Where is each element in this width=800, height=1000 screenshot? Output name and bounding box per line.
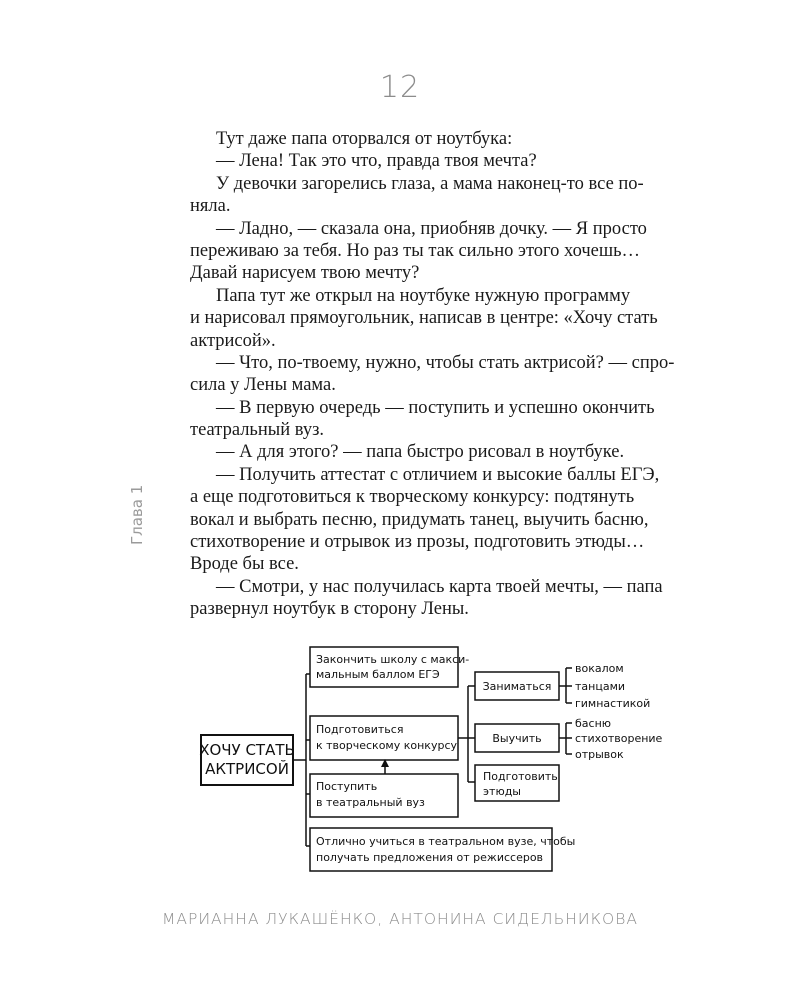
text-line: актрисой». [190, 330, 276, 351]
learn-item: басню [575, 717, 612, 730]
school-text-2: мальным баллом ЕГЭ [316, 668, 440, 681]
text-line: — Ладно, — сказала она, приобняв дочку. — Я просто [216, 218, 647, 239]
text-line: — Смотри, у нас получилась карта твоей мечты, — папа [216, 576, 663, 597]
text-line: развернул ноутбук в сторону Лены. [190, 599, 469, 620]
school-text-1: Закончить школу с макси- [316, 653, 470, 666]
text-line: — А для этого? — папа быстро рисовал в ноутбуке. [216, 442, 625, 463]
text-line: стихотворение и отрывок из прозы, подготовить этюды… [190, 532, 645, 553]
page-number: 12 [379, 70, 421, 105]
text-line: — Лена! Так это что, правда твоя мечта? [216, 151, 537, 172]
prepare-text-2: к творческому конкурсу [316, 739, 457, 752]
practice-item: вокалом [575, 662, 624, 675]
learn-item: отрывок [575, 748, 624, 761]
root-text-1: ХОЧУ СТАТЬ [199, 741, 295, 759]
practice-item: гимнастикой [575, 697, 651, 710]
text-line: театральный вуз. [190, 420, 324, 441]
footer-authors: МАРИАННА ЛУКАШЁНКО, АНТОНИНА СИДЕЛЬНИКОВА [162, 910, 638, 928]
text-line: Давай нарисуем твою мечту? [190, 263, 420, 284]
root-text-2: АКТРИСОЙ [205, 760, 289, 778]
text-line: Папа тут же открыл на ноутбуке нужную программу [216, 285, 631, 306]
text-line: няла. [190, 196, 231, 217]
text-line: и нарисовал прямоугольник, написав в центре: «Хочу стать [190, 308, 658, 329]
learn-text: Выучить [492, 732, 542, 745]
study-text-2: получать предложения от режиссеров [316, 851, 544, 864]
chapter-label: Глава 1 [128, 484, 146, 545]
practice-item: танцами [575, 680, 626, 693]
prepare-text-1: Подготовиться [316, 723, 404, 736]
text-line: — В первую очередь — поступить и успешно окончить [216, 397, 655, 418]
text-line: У девочки загорелись глаза, а мама наконец-то все по- [216, 173, 644, 194]
text-line: вокал и выбрать песню, придумать танец, выучить басню, [190, 509, 649, 530]
text-line: Тут даже папа оторвался от ноутбука: [216, 129, 513, 149]
enter-text-2: в театральный вуз [316, 796, 425, 809]
text-line: — Что, по-твоему, нужно, чтобы стать актрисой? — спро- [216, 352, 675, 373]
study-text-1: Отлично учиться в театральном вузе, чтобы [316, 835, 576, 848]
enter-text-1: Поступить [316, 780, 378, 793]
etudes-text-2: этюды [483, 785, 521, 798]
text-line: Вроде бы все. [190, 554, 299, 575]
learn-item: стихотворение [575, 732, 663, 745]
text-line: — Получить аттестат с отличием и высокие баллы ЕГЭ, [216, 464, 660, 485]
text-line: переживаю за тебя. Но раз ты так сильно этого хочешь… [190, 240, 641, 261]
text-line: а еще подготовиться к творческому конкурсу: подтянуть [190, 487, 635, 508]
etudes-text-1: Подготовить [483, 770, 558, 783]
text-line: сила у Лены мама. [190, 375, 336, 396]
practice-text: Заниматься [482, 680, 552, 693]
